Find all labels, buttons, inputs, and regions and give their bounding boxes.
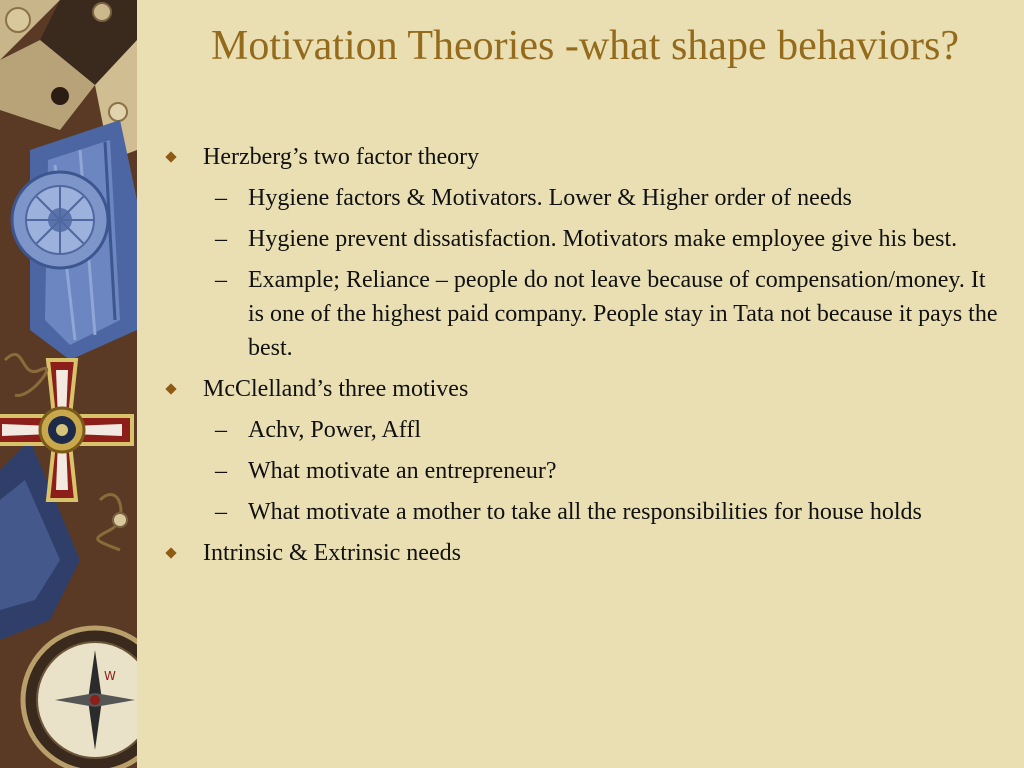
sub-list-item — [165, 454, 1005, 488]
list-item-text: Herzberg’s two factor theory — [203, 144, 480, 170]
sub-list-item — [165, 222, 1005, 256]
svg-text:W: W — [104, 669, 116, 683]
sub-list-item — [165, 495, 1005, 529]
medal-compass-illustration — [0, 0, 137, 768]
dash-bullet: – — [215, 267, 227, 293]
sub-list-item — [165, 181, 1005, 215]
diamond-bullet-icon — [165, 151, 176, 162]
slide-title: Motivation Theories -what shape behaviors? — [210, 23, 960, 69]
diamond-bullet-icon — [165, 547, 176, 558]
list-item-text: Achv, Power, Affl — [248, 417, 422, 443]
dash-bullet: – — [215, 499, 227, 525]
dash-bullet: – — [215, 417, 227, 443]
decorative-medal-image — [0, 0, 137, 768]
list-item — [165, 140, 1005, 174]
list-item-text: McClelland’s three motives — [203, 376, 469, 402]
list-item-text: What motivate an entrepreneur? — [248, 458, 557, 484]
list-item — [165, 536, 1005, 570]
list-item-text: What motivate a mother to take all the responsibilities for house holds — [248, 499, 922, 525]
dash-bullet: – — [215, 226, 227, 252]
list-item-text: Hygiene factors & Motivators. Lower & Higher order of needs — [248, 185, 852, 211]
list-item — [165, 372, 1005, 406]
bullet-list — [165, 140, 1005, 570]
list-item-text: Hygiene prevent dissatisfaction. Motivators make employee give his best. — [248, 226, 958, 252]
list-item-text: Example; Reliance – people do not leave because of compensation/money. It is one of the highest paid company. People stay in Tata not because it pays the best. — [248, 267, 998, 361]
dash-bullet: – — [215, 185, 227, 211]
diamond-bullet-icon — [165, 383, 176, 394]
sub-list-item — [165, 263, 1005, 365]
dash-bullet: – — [215, 458, 227, 484]
list-item-text: Intrinsic & Extrinsic needs — [203, 540, 461, 566]
sub-list-item — [165, 413, 1005, 447]
